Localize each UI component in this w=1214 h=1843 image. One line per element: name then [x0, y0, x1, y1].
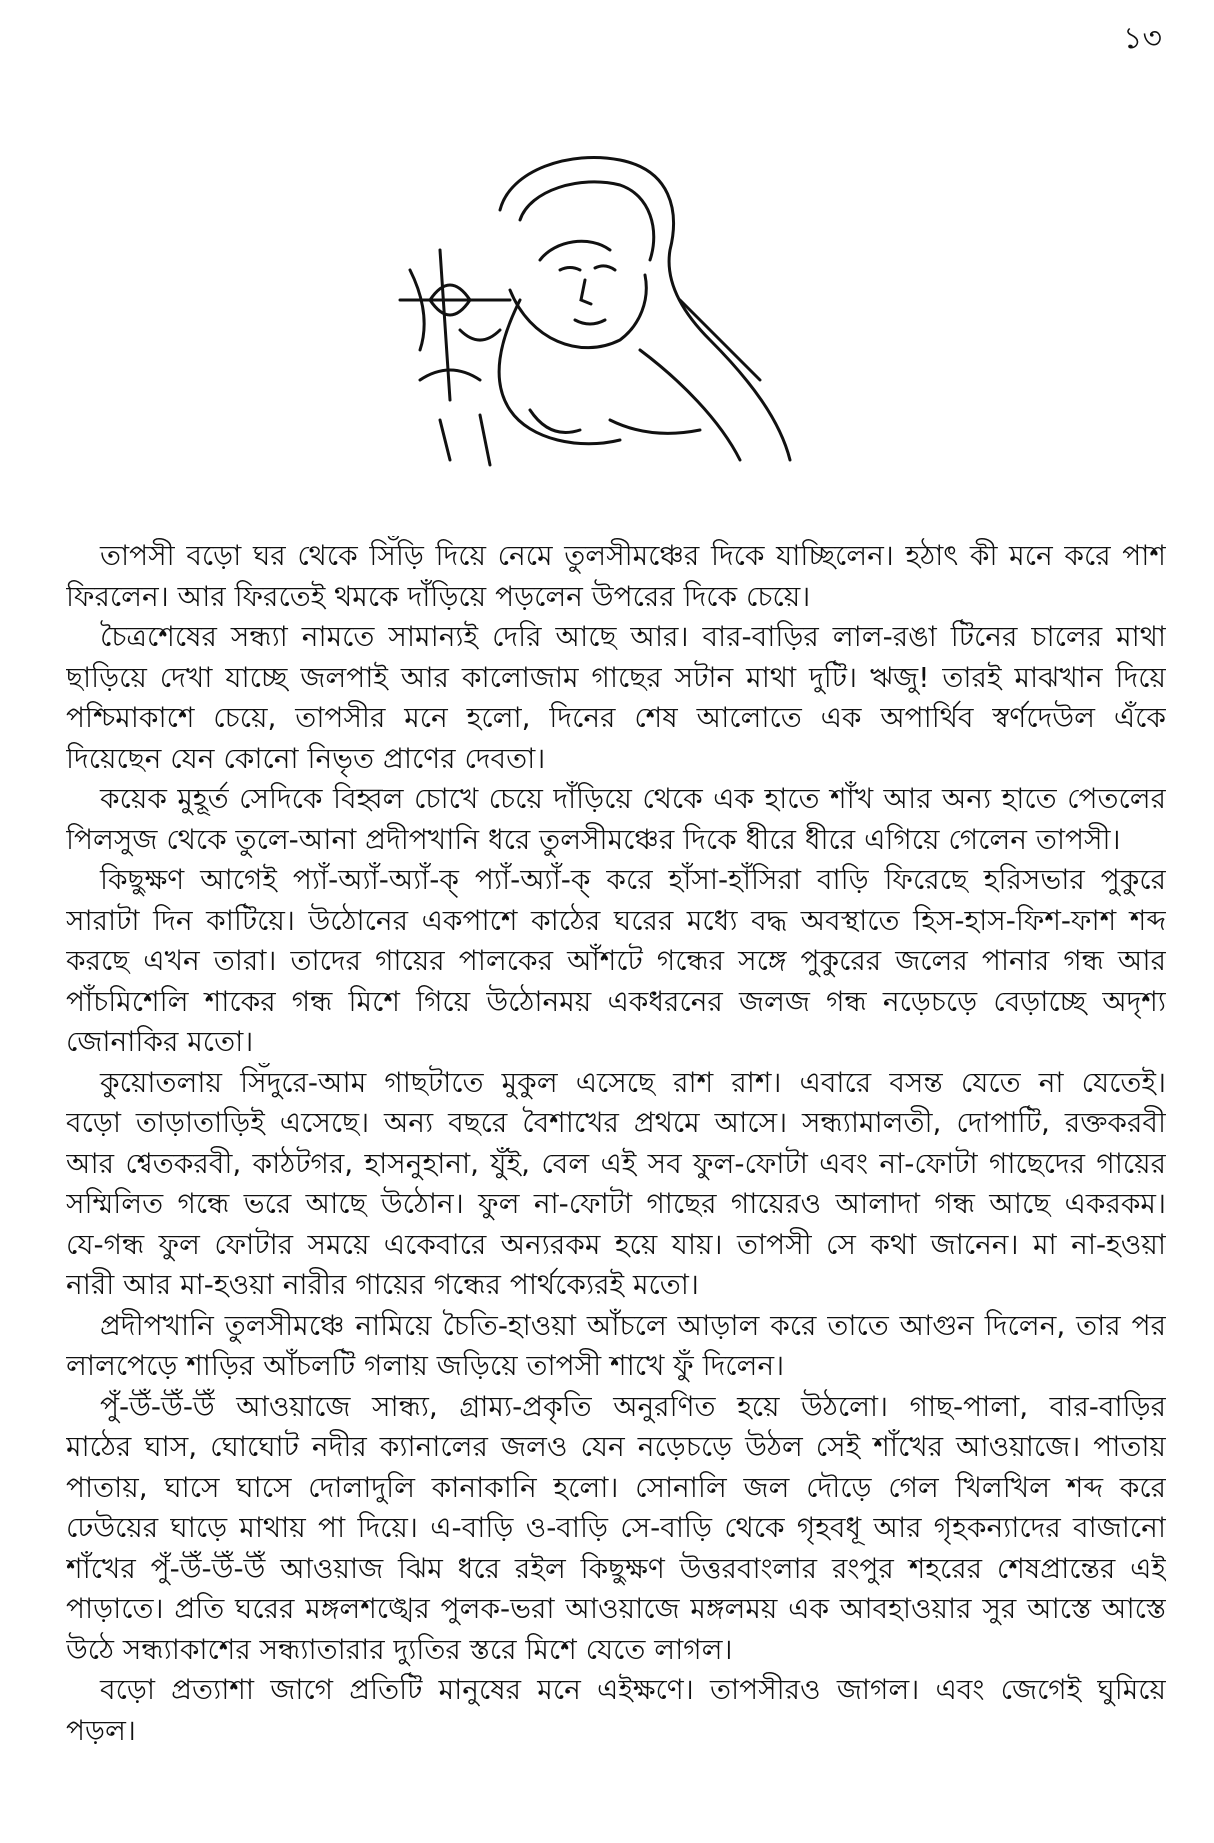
paragraph: [66, 779, 1166, 860]
paragraph: [66, 536, 1166, 617]
text-line: পাড়াতে। প্রতি ঘরের মঙ্গলশঙ্খের পুলক-ভরা আওয়াজে মঙ্গলময় এক আবহাওয়ার সুর আস্তে আস্তে: [66, 1592, 1166, 1625]
text-line: বড়ো প্রত্যাশা জাগে প্রতিটি মানুষের মনে এইক্ষণে। তাপসীরও জাগল। এবং জেগেই ঘুমিয়ে: [100, 1673, 1166, 1706]
text-line: পাতায়, ঘাসে ঘাসে দোলাদুলি কানাকানি হলো। সোনালি জল দৌড়ে গেল খিলখিল শব্দ করে: [66, 1470, 1166, 1504]
text-line: নারী আর মা-হওয়া নারীর গায়ের গন্ধের পার্থক্যেরই মতো।: [66, 1268, 699, 1301]
text-line: চৈত্রশেষের সন্ধ্যা নামতে সামান্যই দেরি আছে আর। বার-বাড়ির লাল-রঙা টিনের চালের মাথা: [100, 620, 1166, 653]
text-line: প্রদীপখানি তুলসীমঞ্চে নামিয়ে চৈতি-হাওয়া আঁচলে আড়াল করে তাতে আগুন দিলেন, তার পর: [100, 1308, 1166, 1342]
text-line: কয়েক মুহূর্ত সেদিকে বিহ্বল চোখে চেয়ে দাঁড়িয়ে থেকে এক হাতে শাঁখ আর অন্য হাতে পেতলের: [100, 782, 1166, 815]
paragraph: [66, 1306, 1166, 1387]
text-line: জোনাকির মতো।: [66, 1025, 254, 1058]
text-line: সম্মিলিত গন্ধে ভরে আছে উঠোন। ফুল না-ফোটা গাছের গায়েরও আলাদা গন্ধ আছে একরকম।: [66, 1187, 1166, 1220]
paragraph: [66, 1670, 1166, 1751]
text-line: লালপেড়ে শাড়ির আঁচলটি গলায় জড়িয়ে তাপসী শাখে ফুঁ দিলেন।: [66, 1349, 785, 1382]
text-line: পুঁ-উঁ-উঁ-উঁ আওয়াজে সান্ধ্য, গ্রাম্য-প্রকৃতি অনুরণিত হয়ে উঠলো। গাছ-পালা, বার-বাড়ির: [100, 1389, 1166, 1423]
text-line: ঢেউয়ের ঘাড়ে মাথায় পা দিয়ে। এ-বাড়ি ও-বাড়ি সে-বাড়ি থেকে গৃহবধূ আর গৃহকন্যাদের বাজানো: [66, 1511, 1166, 1544]
text-line: মাঠের ঘাস, ঘোঘোট নদীর ক্যানালের জলও যেন নড়েচড়ে উঠল সেই শাঁখের আওয়াজে। পাতায়: [66, 1430, 1166, 1463]
text-line: তাপসী বড়ো ঘর থেকে সিঁড়ি দিয়ে নেমে তুলসীমঞ্চের দিকে যাচ্ছিলেন। হঠাৎ কী মনে করে পাশ: [100, 539, 1166, 572]
text-line: পশ্চিমাকাশে চেয়ে, তাপসীর মনে হলো, দিনের শেষ আলোতে এক অপার্থিব স্বর্ণদেউল এঁকে: [66, 701, 1166, 734]
text-line: কুয়োতলায় সিঁদুরে-আম গাছটাতে মুকুল এসেছে রাশ রাশ। এবারে বসন্ত যেতে না যেতেই।: [100, 1065, 1166, 1099]
text-line: আর শ্বেতকরবী, কাঠটগর, হাসনুহানা, যুঁই, বেল এই সব ফুল-ফোটা এবং না-ফোটা গাছেদের গায়ের: [66, 1146, 1166, 1180]
text-line: সারাটা দিন কাটিয়ে। উঠোনের একপাশে কাঠের ঘরের মধ্যে বদ্ধ অবস্থাতে হিস-হাস-ফিশ-ফাশ শব্দ: [66, 903, 1166, 937]
woman-sketch-illustration: [380, 150, 820, 470]
page-number: ১৩: [1123, 21, 1162, 56]
text-line: ছাড়িয়ে দেখা যাচ্ছে জলপাই আর কালোজাম গাছের সটান মাথা দুটি। ঋজু! তারই মাঝখান দিয়ে: [66, 660, 1166, 694]
text-line: পাঁচমিশেলি শাকের গন্ধ মিশে গিয়ে উঠোনময় একধরনের জলজ গন্ধ নড়েচড়ে বেড়াচ্ছে অদৃশ্য: [66, 984, 1166, 1018]
text-line: দিয়েছেন যেন কোনো নিভৃত প্রাণের দেবতা।: [66, 741, 546, 775]
text-line: ফিরলেন। আর ফিরতেই থমকে দাঁড়িয়ে পড়লেন উপরের দিকে চেয়ে।: [66, 579, 811, 613]
paragraph: [66, 1063, 1166, 1306]
paragraph: [66, 617, 1166, 779]
body-text: [66, 536, 1166, 1751]
text-line: করছে এখন তারা। তাদের গায়ের পালকের আঁশটে গন্ধের সঙ্গে পুকুরের জলের পানার গন্ধ আর: [66, 944, 1166, 977]
paragraph: [66, 1387, 1166, 1671]
text-line: পিলসুজ থেকে তুলে-আনা প্রদীপখানি ধরে তুলসীমঞ্চের দিকে ধীরে ধীরে এগিয়ে গেলেন তাপসী।: [66, 822, 1121, 856]
text-line: উঠে সন্ধ্যাকাশের সন্ধ্যাতারার দ্যুতির স্তরে মিশে যেতে লাগল।: [66, 1632, 733, 1666]
text-line: শাঁখের পুঁ-উঁ-উঁ-উঁ আওয়াজ ঝিম ধরে রইল কিছুক্ষণ উত্তরবাংলার রংপুর শহরের শেষপ্রান্তের এই: [66, 1551, 1166, 1585]
text-line: যে-গন্ধ ফুল ফোটার সময়ে একেবারে অন্যরকম হয়ে যায়। তাপসী সে কথা জানেন। মা না-হওয়া: [66, 1227, 1166, 1261]
text-line: কিছুক্ষণ আগেই প্যাঁ-অ্যাঁ-অ্যাঁ-ক্ প্যাঁ-অ্যাঁ-ক্ করে হাঁসা-হাঁসিরা বাড়ি ফিরেছে হরিসভার পুকুরে: [100, 863, 1166, 896]
text-line: বড়ো তাড়াতাড়িই এসেছে। অন্য বছরে বৈশাখের প্রথমে আসে। সন্ধ্যামালতী, দোপাটি, রক্তকরবী: [66, 1106, 1166, 1139]
paragraph: [66, 860, 1166, 1063]
text-line: পড়ল।: [66, 1713, 136, 1747]
